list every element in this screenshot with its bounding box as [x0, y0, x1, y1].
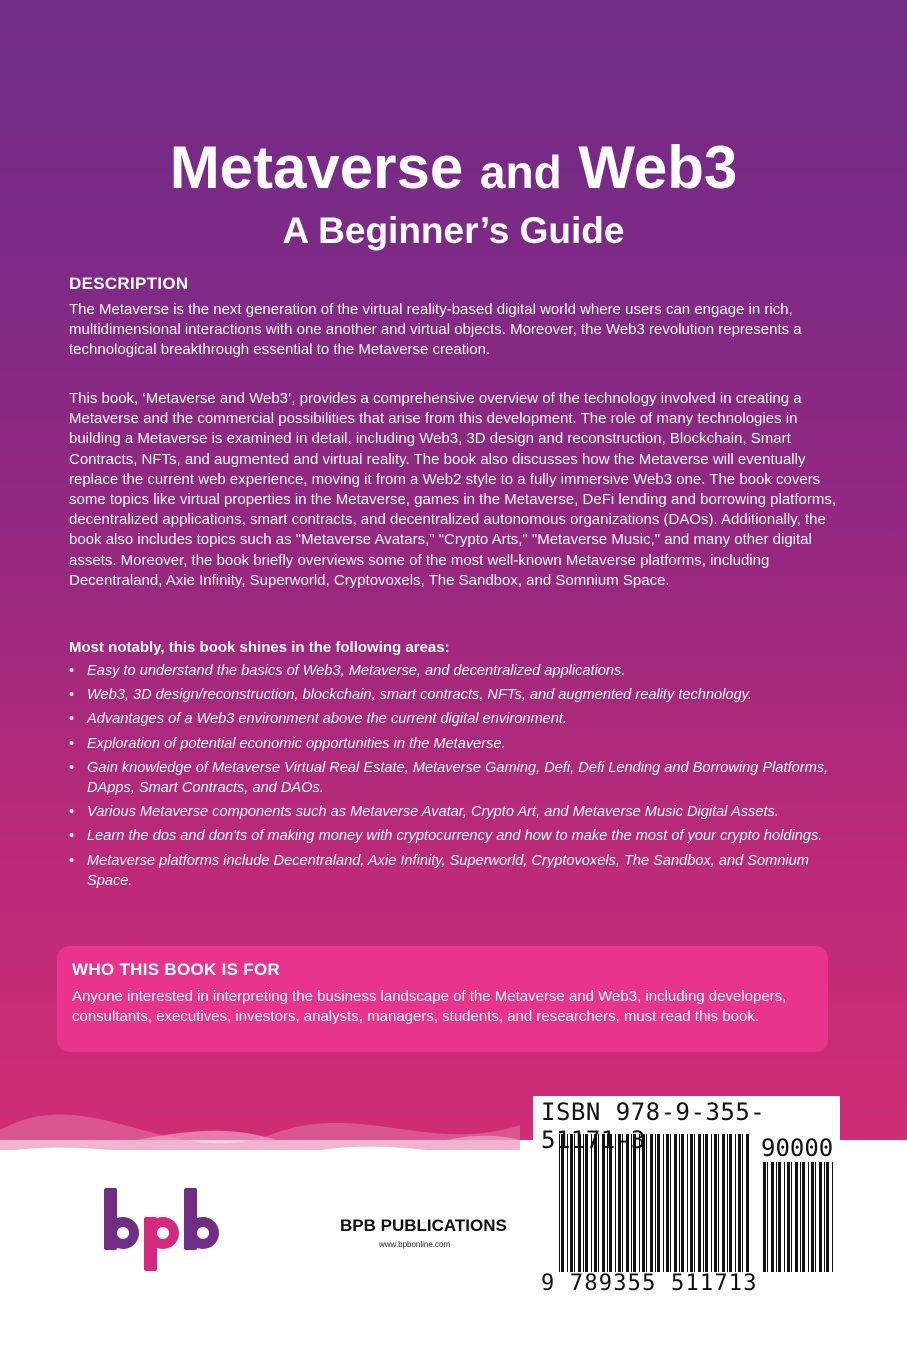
book-subtitle: A Beginner’s Guide — [282, 210, 625, 251]
publisher-name: BPB PUBLICATIONS — [340, 1216, 507, 1235]
description-paragraph-2: This book, ‘Metaverse and Web3’, provides a comprehensive overview of the technology involved in creating a Metaverse and the commercial possibilities that arise from this development. The role of many technologies in building a Metaverse is examined in detail, including Web3, 3D design and reconstruction, Blockchain, Smart Contracts, NFTs, and augmented and virtual reality. The book also discusses how the Metaverse will eventually replace the current web experience, moving it from a Web2 style to a fully immersive Web3 one. The book covers some topics like virtual properties in the Metaverse, games in the Metaverse, DeFi lending and borrowing platforms, decentralized applications, smart contracts, and decentralized autonomous organizations (DAOs). Additionally, the book also includes topics such as "Metaverse Avatars," "Crypto Arts," "Metaverse Music," and many other digital assets. Moreover, the book briefly overviews some of the most well-known Metaverse platforms, including Decentraland, Axie Infinity, Superworld, Cryptovoxels, The Sandbox, and Somnium Space. — [69, 390, 837, 589]
list-item: • Various Metaverse components such as Metaverse Avatar, Crypto Art, and Metaverse Music Digital Assets. — [69, 802, 829, 822]
list-item: • Advantages of a Web3 environment above the current digital environment. — [69, 709, 829, 729]
bullet-icon: • — [69, 804, 75, 821]
list-item: • Web3, 3D design/reconstruction, blockchain, smart contracts, NFTs, and augmented reality technology. — [69, 685, 829, 705]
description-paragraph-1: The Metaverse is the next generation of the virtual reality-based digital world where users can engage in rich, multidimensional interactions with one another and virtual objects. Moreover, the Web3 revolution represents a technological breakthrough essential to the Metaverse creation. — [69, 301, 802, 359]
price-addon: 90000 — [761, 1134, 834, 1162]
title-part-2: and — [479, 146, 562, 198]
bullet-icon: • — [69, 687, 75, 704]
book-title — [0, 133, 907, 207]
areas-list — [69, 661, 829, 895]
audience-box — [57, 946, 828, 1052]
barcode-box — [533, 1096, 840, 1302]
bullet-icon: • — [69, 852, 75, 869]
description-heading: DESCRIPTION — [69, 274, 189, 293]
audience-heading: WHO THIS BOOK IS FOR — [72, 960, 281, 979]
audience-text: Anyone interested in interpreting the business landscape of the Metaverse and Web3, including developers, consultants, executives, investors, analysts, managers, students, and researchers, must read this book. — [72, 988, 787, 1025]
bullet-icon: • — [69, 735, 75, 752]
bpb-logo-icon — [100, 1186, 222, 1272]
ean-digits: 9 789355 511713 — [541, 1271, 758, 1296]
list-item: • Metaverse platforms include Decentraland, Axie Infinity, Superworld, Cryptovoxels, The Sandbox, and Somnium Space. — [69, 852, 809, 889]
title-part-1: Metaverse — [169, 134, 464, 201]
list-item: • Exploration of potential economic opportunities in the Metaverse. — [69, 734, 829, 754]
bullet-icon: • — [69, 828, 75, 845]
areas-heading: Most notably, this book shines in the following areas: — [69, 639, 450, 656]
list-item: • Easy to understand the basics of Web3, Metaverse, and decentralized applications. — [69, 661, 829, 681]
bullet-icon: • — [69, 663, 75, 679]
list-item: • Learn the dos and don'ts of making money with cryptocurrency and how to make the most of your crypto holdings. — [69, 826, 829, 846]
list-item: • Gain knowledge of Metaverse Virtual Real Estate, Metaverse Gaming, Defi, Defi Lending and Borrowing Platforms, DApps, Smart Contracts, and DAOs. — [69, 759, 829, 797]
bullet-icon: • — [69, 711, 75, 728]
title-part-3: Web3 — [578, 134, 738, 201]
bullet-icon: • — [69, 759, 75, 776]
isbn-label: ISBN 978-9-355-51171-3 — [541, 1098, 766, 1154]
publisher-url: www.bpbonline.com — [379, 1240, 451, 1249]
